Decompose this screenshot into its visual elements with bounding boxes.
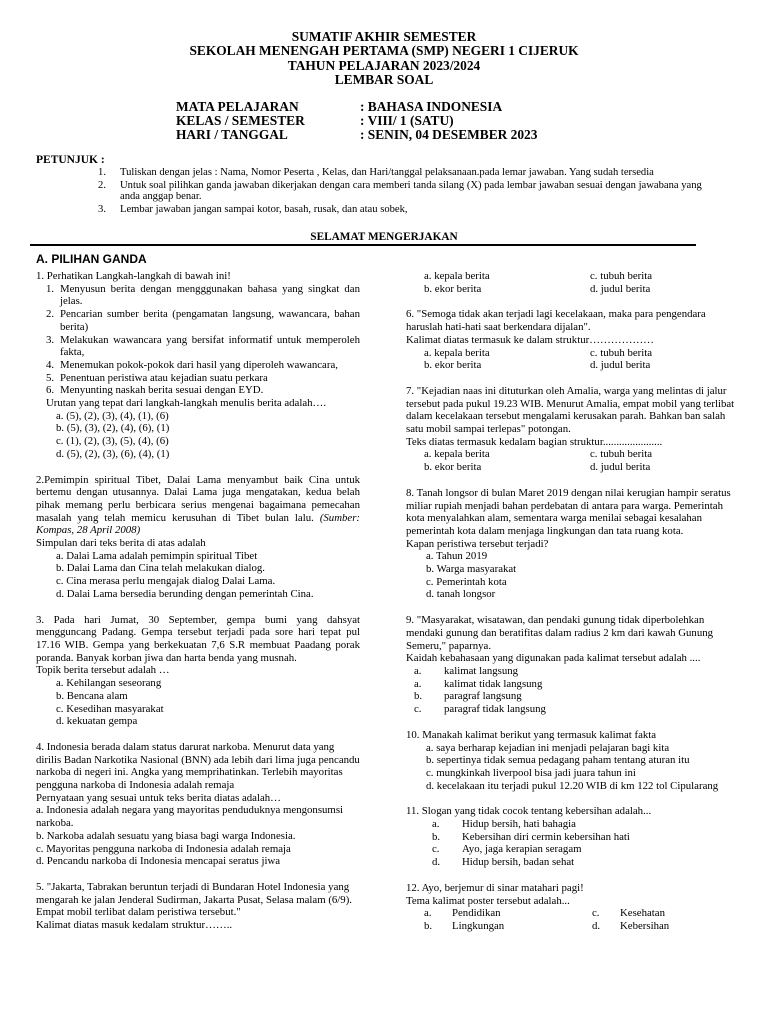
option-letter: d. [432,856,441,869]
step-number: 2. [46,308,55,321]
question-text: Simpulan dari teks berita di atas adalah [36,537,206,550]
question-5 [36,881,360,932]
question-2 [36,474,360,601]
question-stem: 11. Slogan yang tidak cocok tentang kebersihan adalah... [406,805,652,818]
answer-option[interactable]: Pendidikan [452,907,501,920]
instruction-text: Lembar jawaban jangan sampai kotor, basah, rusak, dan atau sobek, [120,203,408,215]
step-text: Penentuan peristiwa atau kejadian suatu perkara [60,371,268,384]
question-3 [36,614,360,728]
answer-option[interactable]: d. judul berita [590,359,651,372]
answer-option[interactable]: b. sepertinya tidak semua pedagang paham tentang aturan itu [426,754,690,767]
answer-option[interactable]: d. kecelakaan itu terjadi pukul 12.20 WIB di km 122 tol Cipularang [426,779,719,792]
question-5-options [406,270,736,295]
divider [30,244,696,246]
answer-option[interactable]: Kesehatan [620,907,665,920]
question-9 [406,614,736,716]
answer-option[interactable]: a. Kehilangan seseorang [56,677,162,690]
info-key: MATA PELAJARAN [176,99,299,114]
question-stem: 6. "Semoga tidak akan terjadi lagi kecelakaan, maka para pengendara haruslah hati-hati saat berkendara dijalan". [406,308,706,334]
answer-option[interactable]: b. Bencana alam [56,689,128,702]
answer-option[interactable]: b. ekor berita [424,461,482,474]
question-text: Kalimat diatas masuk kedalam struktur…….. [36,919,233,932]
instruction-text: Untuk soal pilihkan ganda jawaban dikerjakan dengan cara memberi tanda silang (X) pada lembar jawaban sesuai dengan jawabana yang anda anggap benar. [120,179,702,203]
header-year: TAHUN PELAJARAN 2023/2024 [287,57,481,73]
answer-option[interactable]: c. tubuh berita [590,448,653,461]
answer-option[interactable]: paragraf tidak langsung [444,703,546,716]
question-stem: 5. "Jakarta, Tabrakan beruntun terjadi di Bundaran Hotel Indonesia yang mengarah ke jalan Jenderal Sudirman, Jakarta Pusat, Selasa malam (6/9). Empat mobil terlibat dalam peristiwa tersebut." [36,880,353,919]
answer-option[interactable]: b. (5), (3), (2), (4), (6), (1) [56,422,170,435]
info-key: HARI / TANGGAL [176,127,288,143]
question-1 [36,270,360,461]
answer-option[interactable]: paragraf langsung [444,690,522,703]
header-sheet: LEMBAR SOAL [334,72,434,88]
question-stem: 8. Tanah longsor di bulan Maret 2019 dengan nilai kerugian hampir seratus miliar rupiah menjadi bahan perdebatan di antara para warga. Pemerintah kota menyalahkan alam, sementara warga menilai sebagai kesalahan pemerintah kota dalam menjaga lingkungan dan tata ruang kota. [406,486,731,537]
answer-option[interactable]: c. Pemerintah kota [426,575,507,588]
question-stem [36,474,360,538]
answer-option[interactable]: a. Tahun 2019 [426,550,488,563]
question-7 [406,385,736,474]
question-text: Topik berita tersebut adalah … [36,664,170,677]
info-value: : VIII/ 1 (SATU) [360,113,454,129]
option-letter: c. [592,907,600,920]
question-8 [406,487,736,601]
question-11 [406,805,736,869]
step-number: 4. [46,358,55,371]
right-column [406,270,736,946]
question-stem-text: 2.Pemimpin spiritual Tibet, Dalai Lama menyambut baik Cina untuk bertemu dengan utusannya. Dalai Lama juga mengatakan, kedua belah pihak memang perlu berbicara serius mengenai bagaimana pemecahan masalah yang telah memicu kerusuhan di Tibet bulan lalu. [36,473,360,524]
answer-option[interactable]: b. ekor berita [424,282,482,295]
answer-option[interactable]: d. judul berita [590,282,651,295]
question-text: Pernyataan yang sesuai untuk teks berita diatas adalah… [36,791,281,804]
instruction-text: Tuliskan dengan jelas : Nama, Nomor Peserta , Kelas, dan Hari/tanggal pelaksanaan.pada lemar jawaban. Yang sudah tersedia [120,167,654,179]
answer-option[interactable]: d. kekuatan gempa [56,715,138,728]
instruction-item [36,204,736,215]
answer-option[interactable]: c. Cina merasa perlu mengajak dialog Dalai Lama. [56,575,276,588]
answer-option[interactable]: kalimat langsung [444,664,519,677]
option-letter: a. [424,907,432,920]
option-letter: c. [432,843,440,856]
answer-option[interactable]: Lingkungan [452,919,505,932]
step-text: Pencarian sumber berita (pengamatan langsung, wawancara, bahan berita) [60,308,360,333]
question-4 [36,741,360,868]
answer-option[interactable]: a. (5), (2), (3), (4), (1), (6) [56,409,169,422]
question-stem: 1. Perhatikan Langkah-langkah di bawah ini! [36,270,231,282]
option-letter: c. [414,703,422,716]
instruction-item [36,180,736,203]
option-letter: a. [414,677,422,690]
question-stem: 7. "Kejadian naas ini dituturkan oleh Amalia, warga yang melintas di jalur tersebut pada pukul 19.23 WIB. Menurut Amalia, empat mobil yang terlibat dalam kecelakaan tersebut mengalami kerusakan parah. Bahkan ban salah satu mobil sampai terlepas" potongan. [406,384,735,436]
instruction-number: 2. [98,179,106,191]
option-letter: b. [424,919,433,932]
answer-option[interactable]: a. Indonesia adalah negara yang mayoritas penduduknya mengonsumsi narkoba. [36,804,344,830]
info-value: : BAHASA INDONESIA [360,99,503,114]
question-text: Teks diatas termasuk kedalam bagian struktur...................... [406,435,663,448]
question-text: Kalimat diatas termasuk ke dalam struktur……………… [406,333,654,346]
answer-option[interactable]: b. Narkoba adalah sesuatu yang biasa bagi warga Indonesia. [36,829,296,842]
question-stem: 12. Ayo, berjemur di sinar matahari pagi! [406,881,584,894]
option-letter: d. [592,919,601,932]
question-10 [406,729,736,793]
question-6 [406,308,736,372]
instruction-item [36,167,736,178]
answer-option[interactable]: Kebersihan diri cermin kebersihan hati [462,830,630,843]
answer-option[interactable]: Hidup bersih, badan sehat [462,856,575,869]
answer-option[interactable]: b. Warga masyarakat [426,563,517,576]
step-number: 5. [46,371,55,384]
answer-option[interactable]: a. saya berharap kejadian ini menjadi pelajaran bagi kita [426,741,670,754]
answer-option[interactable]: c. Mayoritas pengguna narkoba di Indonesia adalah remaja [36,842,291,855]
instructions [36,155,736,216]
question-text: Kaidah kebahasaan yang digunakan pada kalimat tersebut adalah .... [406,652,701,665]
step-text: Menyunting naskah berita sesuai dengan EYD. [60,384,264,397]
step-text: Menemukan pokok-pokok dari hasil yang diperoleh wawancara, [60,358,338,371]
option-letter: a. [432,818,440,831]
question-12 [406,882,736,933]
question-stem: 4. Indonesia berada dalam status darurat narkoba. Menurut data yang dirilis Badan Narkotika Nasional (BNN) ada lebih dari lima juga pencandu narkoba di negeri ini. Angka yang memprihatinkan. Terlebih mayoritas pengguna narkoba di Indonesia adalah remaja [36,740,360,792]
answer-option[interactable]: b. ekor berita [424,359,482,372]
step-number: 1. [46,282,55,295]
option-letter: b. [414,690,423,703]
answer-option[interactable]: d. judul berita [590,461,651,474]
question-text: Kapan peristiwa tersebut terjadi? [406,537,549,550]
answer-option[interactable]: c. Kesedihan masyarakat [56,702,164,715]
answer-option[interactable]: a. kepala berita [424,270,490,282]
left-column [36,270,360,945]
answer-option[interactable]: a. kepala berita [424,346,490,359]
step-text: Menyusun berita dengan mengggunakan bahasa yang singkat dan jelas. [60,282,360,308]
source-citation: (Sumber: Kompas, 28 April 2008) [36,511,360,537]
step-number: 3. [46,333,55,346]
answer-option[interactable]: c. (1), (2), (3), (5), (4), (6) [56,435,169,448]
question-text: Tema kalimat poster tersebut adalah... [406,894,570,907]
question-stem: 9. "Masyarakat, wisatawan, dan pendaki gunung tidak diperbolehkan mendaki gunung dan beratifitas dalam radius 2 km dari kawah Gunung Semeru," paparnya. [406,614,714,652]
answer-option[interactable]: c. tubuh berita [590,346,653,359]
step-text: Melakukan wawancara yang bersifat informatif untuk memperoleh fakta, [60,333,360,359]
option-letter: a. [414,664,422,677]
question-stem: 10. Manakah kalimat berikut yang termasuk kalimat fakta [406,728,657,741]
answer-option[interactable]: Ayo, jaga kerapian seragam [462,843,582,856]
info-key: KELAS / SEMESTER [176,113,305,129]
answer-option[interactable]: b. Dalai Lama dan Cina telah melakukan dialog. [56,562,265,575]
answer-option[interactable]: c. tubuh berita [590,270,653,282]
section-title: A. PILIHAN GANDA [36,252,147,266]
question-text: Urutan yang tepat dari langkah-langkah menulis berita adalah…. [46,397,327,410]
question-stem: 3. Pada hari Jumat, 30 September, gempa bumi yang dahsyat mengguncang Padang. Gempa tersebut terjadi pada sore hari tepat pul 17.16 WIB. Gempa yang berkekuatan 7,6 S.R membuat Paadang porak poranda. Banyak korban jiwa dan harta benda yang musnah. [36,613,360,664]
answer-option[interactable]: d. tanah longsor [426,588,496,601]
answer-option[interactable]: a. kepala berita [424,448,490,461]
info-value: : SENIN, 04 DESEMBER 2023 [360,127,538,143]
step-number: 6. [46,384,55,397]
answer-option[interactable]: d. Dalai Lama bersedia berunding dengan pemerintah Cina. [56,587,314,600]
answer-option[interactable]: d. Pencandu narkoba di Indonesia mencapai seratus jiwa [36,855,281,868]
answer-option[interactable]: Kebersihan [620,919,670,932]
answer-option[interactable]: c. mungkinkah liverpool bisa jadi juara tahun ini [426,766,636,779]
instruction-number: 3. [98,203,106,215]
answer-option[interactable]: a. Dalai Lama adalah pemimpin spiritual Tibet [56,549,258,562]
header-school: SEKOLAH MENENGAH PERTAMA (SMP) NEGERI 1 CIJERUK [189,43,579,59]
answer-option[interactable]: kalimat tidak langsung [444,677,543,690]
instructions-title: PETUNJUK : [36,154,105,166]
answer-option[interactable]: d. (5), (2), (3), (6), (4), (1) [56,447,170,460]
instruction-number: 1. [98,167,106,179]
document-header [0,30,768,88]
answer-option[interactable]: Hidup bersih, hati bahagia [462,818,576,831]
header-title: SUMATIF AKHIR SEMESTER [291,29,477,44]
option-letter: b. [432,830,441,843]
closing-text: SELAMAT MENGERJAKAN [310,231,458,243]
exam-info [176,100,537,143]
